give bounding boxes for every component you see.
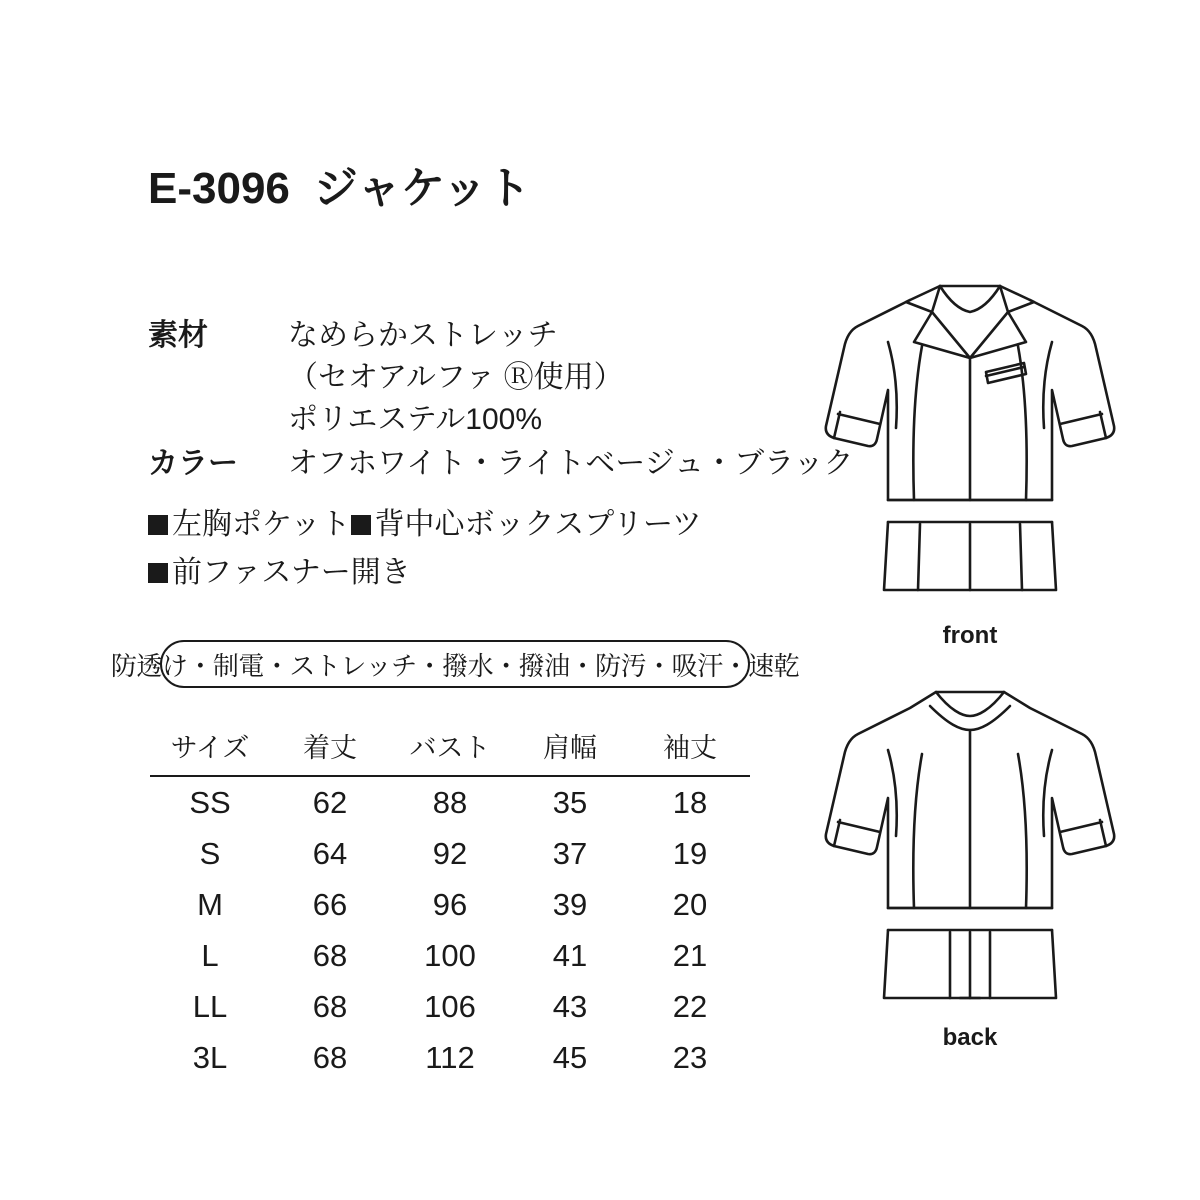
cell-size: LL [192, 989, 228, 1024]
bullet-line-1 [148, 501, 848, 549]
size-table-header-row [150, 718, 750, 776]
table-row [150, 1032, 750, 1083]
col-header-bust: バスト [409, 733, 491, 763]
col-header-sleeve: 袖丈 [663, 733, 717, 763]
cell-shoulder: 45 [552, 1040, 588, 1075]
bullet-text-1: 左胸ポケット [172, 508, 351, 541]
spec-values-color [288, 443, 854, 485]
cell-sleeve: 19 [672, 836, 708, 871]
cell-length: 68 [312, 1040, 348, 1075]
material-line-3: ポリエステル100% [288, 403, 543, 436]
fabric-features-text: 防透け・制電・ストレッチ・撥水・撥油・防汚・吸汗・速乾 [110, 650, 800, 681]
cell-shoulder: 39 [552, 887, 588, 922]
cell-sleeve: 18 [672, 785, 708, 820]
cell-shoulder: 35 [552, 785, 588, 820]
bullet-text-2: 背中心ボックスプリーツ [374, 508, 702, 541]
table-row [150, 828, 750, 879]
cell-sleeve: 23 [672, 1040, 708, 1075]
jacket-front-illustration [790, 250, 1150, 650]
jacket-back-drawing [810, 662, 1130, 1022]
bullet-square-icon [351, 515, 371, 535]
cell-sleeve: 22 [672, 989, 708, 1024]
product-code: E-3096 [148, 164, 290, 213]
cell-length: 68 [312, 938, 348, 973]
jacket-front-drawing [810, 250, 1130, 620]
bullet-square-icon [148, 515, 168, 535]
cell-bust: 100 [424, 938, 476, 973]
feature-bullets [148, 501, 848, 597]
cell-size: SS [189, 785, 231, 820]
size-table-head [150, 718, 750, 776]
material-line-2: （セオアルファ Ⓡ使用） [288, 361, 624, 394]
product-name: ジャケット [313, 164, 531, 213]
jacket-back-illustration [790, 662, 1150, 1052]
illustration-panel [790, 250, 1150, 1052]
color-line-1: オフホワイト・ライトベージュ・ブラック [288, 447, 854, 480]
col-header-length: 着丈 [303, 733, 357, 763]
material-line-1: なめらかストレッチ [288, 319, 558, 352]
cell-bust: 96 [432, 887, 468, 922]
cell-length: 66 [312, 887, 348, 922]
cell-sleeve: 21 [672, 938, 708, 973]
cell-bust: 88 [432, 785, 468, 820]
table-row [150, 981, 750, 1032]
cell-size: S [199, 836, 221, 871]
cell-sleeve: 20 [672, 887, 708, 922]
bullet-text-3: 前ファスナー開き [172, 556, 411, 589]
cell-length: 64 [312, 836, 348, 871]
cell-bust: 112 [425, 1040, 475, 1075]
size-table [150, 718, 750, 1083]
spec-row-material [148, 315, 848, 441]
table-row [150, 879, 750, 930]
cell-shoulder: 41 [552, 938, 588, 973]
spec-list [148, 315, 854, 597]
cell-size: M [197, 887, 223, 922]
spec-values-material [288, 315, 848, 441]
col-header-size: サイズ [170, 733, 250, 763]
bullet-square-icon [148, 563, 168, 583]
cell-bust: 92 [432, 836, 468, 871]
fabric-features-badge [110, 640, 800, 688]
col-header-shoulder: 肩幅 [543, 733, 597, 763]
cell-length: 68 [312, 989, 348, 1024]
page-title [148, 152, 531, 216]
cell-size: 3L [192, 1040, 228, 1075]
illustration-caption-back: back [942, 1024, 998, 1051]
illustration-caption-front: front [942, 622, 998, 649]
table-row [150, 930, 750, 981]
cell-shoulder: 43 [552, 989, 588, 1024]
bullet-line-2 [148, 549, 848, 597]
cell-length: 62 [312, 785, 348, 820]
spec-row-color [148, 443, 854, 485]
spec-label-material: 素材 [148, 319, 208, 352]
spec-label-color: カラー [148, 447, 238, 480]
cell-shoulder: 37 [552, 836, 588, 871]
table-row [150, 776, 750, 828]
size-table-body [150, 776, 750, 1083]
cell-bust: 106 [424, 989, 476, 1024]
cell-size: L [201, 938, 219, 973]
